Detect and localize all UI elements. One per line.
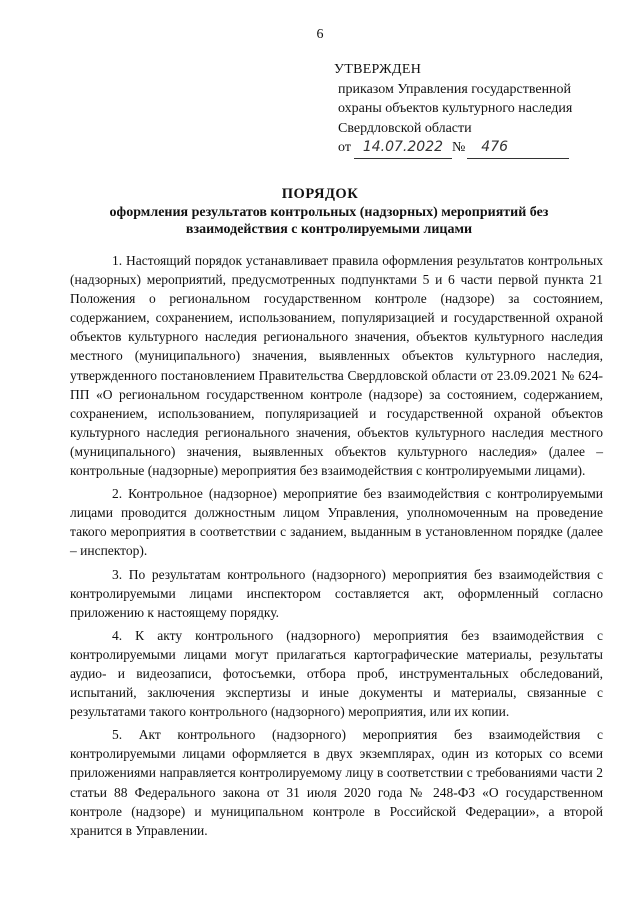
document-title: ПОРЯДОК [281, 186, 359, 202]
approval-line: приказом Управления государственной [338, 81, 572, 97]
page-number: 6 [316, 27, 324, 42]
approval-title: УТВЕРЖДЕН [334, 62, 422, 77]
number-prefix: № [451, 140, 466, 155]
paragraph-2: 2. Контрольное (надзорное) мероприятие без взаимодействия с контролируемыми лицами проводится должностным лицом Управления, уполномоченным на проведение такого мероприятия в соответствии с заданием, выданным в установленном порядке (далее – инспектор). [70, 486, 603, 559]
paragraph-4: 4. К акту контрольного (надзорного) мероприятия без взаимодействия с контролируемыми лицами могут прилагаться картографические материалы, результаты аудио- и видеозаписи, фотосъемки, отбора проб, инструментальных обследований, испытаний, заключения экспертизы и иные документы и материалы, связанные с результатами такого контрольного (надзорного) мероприятия, или их копии. [70, 627, 603, 720]
approval-line: Свердловской области [338, 120, 472, 136]
document-body [70, 251, 603, 844]
handwritten-date: 14.07.2022 [362, 139, 444, 155]
approval-number-field [467, 138, 569, 159]
date-prefix: от [338, 140, 351, 155]
paragraph-5: 5. Акт контрольного (надзорного) мероприятия без взаимодействия с контролируемыми лицами оформляется в двух экземплярах, один из которых со всеми приложениями направляется контролируемому лицу в соответствии с требованиями части 2 статьи 88 Федерального закона от 31 июля 2020 года № 248-ФЗ «О государственном контроле (надзоре) и муниципальном контроле в Российской Федерации», а второй хранится в Управлении. [70, 727, 603, 838]
approval-stamp-block [332, 60, 612, 159]
handwritten-number: 476 [481, 139, 509, 155]
paragraph-3: 3. По результатам контрольного (надзорного) мероприятия без взаимодействия с контролируемыми лицами инспектором составляется акт, оформленный согласно приложению к настоящему порядку. [70, 566, 603, 620]
approval-line: охраны объектов культурного наследия [338, 101, 573, 116]
approval-date-number-line [332, 138, 612, 159]
document-subtitle: оформления результатов контрольных (надзорных) мероприятий без взаимодействия с контролируемыми лицами [109, 205, 549, 237]
paragraph-1: 1. Настоящий порядок устанавливает правила оформления результатов контрольных (надзорных) мероприятий, предусмотренных подпунктами 5 и 6 части первой пункта 21 Положения о региональном государственном контроле (надзоре) за состоянием, содержанием, сохранением, использованием, популяризацией и государственной охраной объектов культурного наследия регионального значения, объектов культурного наследия местного (муниципального) значения, выявленных объектов культурного наследия, утвержденного постановлением Правительства Свердловской области от 23.09.2021 № 624-ПП «О региональном государственном контроле (надзоре) за состоянием, содержанием, сохранением, использованием, популяризацией и государственной охраной объектов культурного наследия регионального значения, объектов культурного наследия местного (муниципального) значения, выявленных объектов культурного наследия» (далее – контрольные (надзорные) мероприятия без взаимодействия с контролируемыми лицами). [70, 253, 603, 479]
approval-date-field [354, 138, 452, 159]
